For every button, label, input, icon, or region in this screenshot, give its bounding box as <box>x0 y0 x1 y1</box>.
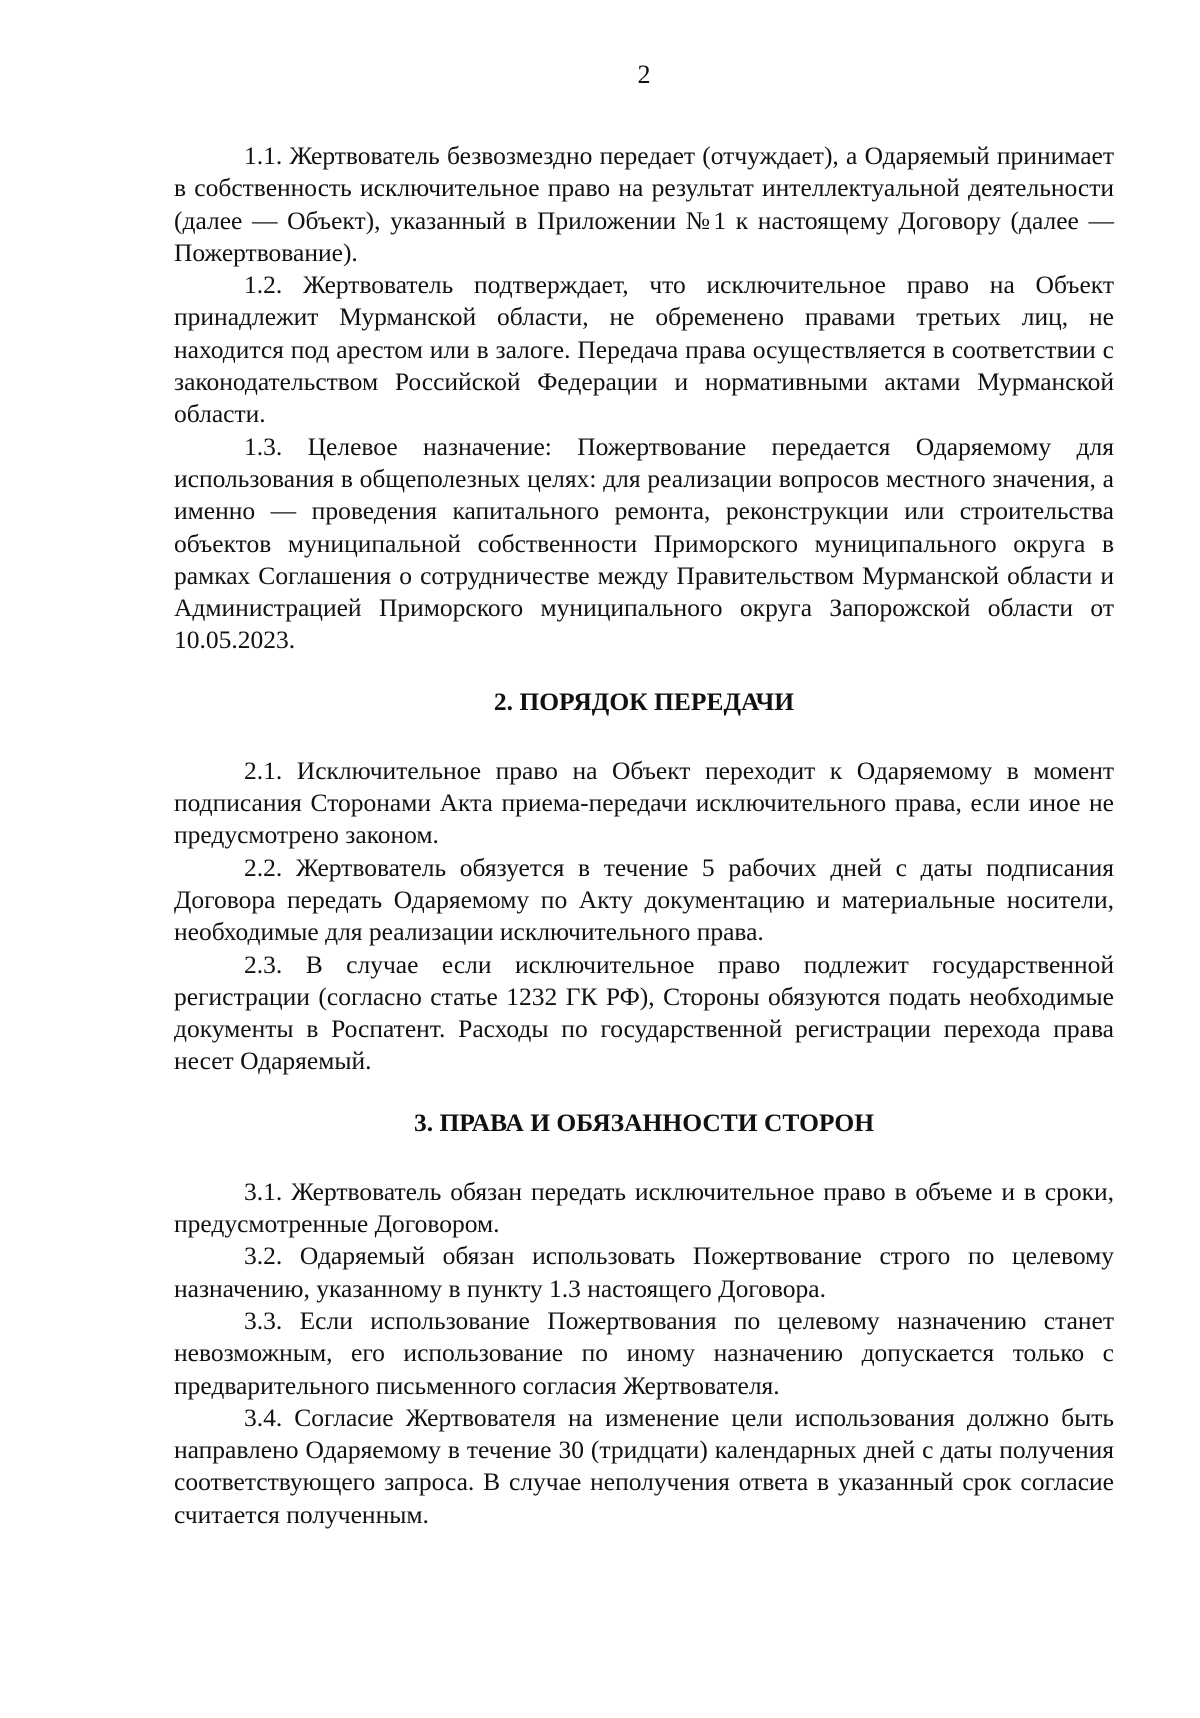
clause-3-2: 3.2. Одаряемый обязан использовать Пожертвование строго по целевому назначению, указанному в пункту 1.3 настоящего Договора. <box>174 1241 1114 1303</box>
clause-3-3: 3.3. Если использование Пожертвования по целевому назначению станет невозможным, его использование по иному назначению допускается только с предварительного письменного согласия Жертвователя. <box>174 1305 1114 1400</box>
clause-2-1: 2.1. Исключительное право на Объект переходит к Одаряемому в момент подписания Сторонами Акта приема-передачи исключительного права, если иное не предусмотрено законом. <box>174 755 1114 850</box>
page-number: 2 <box>637 60 651 89</box>
clause-1-2: 1.2. Жертвователь подтверждает, что исключительное право на Объект принадлежит Мурманской области, не обременено правами третьих лиц, не находится под арестом или в залоге. Передача права осуществляется в соответствии с законодательством Российской Федерации и нормативными актами Мурманской области. <box>174 270 1114 429</box>
clause-3-1: 3.1. Жертвователь обязан передать исключительное право в объеме и в сроки, предусмотренные Договором. <box>174 1176 1114 1239</box>
section-3-heading: 3. ПРАВА И ОБЯЗАННОСТИ СТОРОН <box>413 1107 875 1137</box>
clause-2-2: 2.2. Жертвователь обязуется в течение 5 рабочих дней с даты подписания Договора передать Одаряемому по Акту документацию и материальные носители, необходимые для реализации исключительного права. <box>174 852 1114 947</box>
document-page <box>174 60 1114 1531</box>
clause-2-3: 2.3. В случае если исключительное право подлежит государственной регистрации (согласно статье 1232 ГК РФ), Стороны обязуются подать необходимые документы в Роспатент. Расходы по государственной регистрации перехода права несет Одаряемый. <box>174 949 1114 1076</box>
clause-1-1: 1.1. Жертвователь безвозмездно передает (отчуждает), а Одаряемый принимает в собственность исключительное право на результат интеллектуальной деятельности (далее — Объект), указанный в Приложении №1 к настоящему Договору (далее — Пожертвование). <box>174 141 1114 267</box>
clause-1-3: 1.3. Целевое назначение: Пожертвование передается Одаряемому для использования в общеполезных целях: для реализации вопросов местного значения, а именно — проведения капитального ремонта, реконструкции или строительства объектов муниципальной собственности Приморского муниципального округа в рамках Соглашения о сотрудничестве между Правительством Мурманской области и Администрацией Приморского муниципального округа Запорожской области от 10.05.2023. <box>174 431 1114 655</box>
section-2-heading: 2. ПОРЯДОК ПЕРЕДАЧИ <box>493 686 795 716</box>
clause-3-4: 3.4. Согласие Жертвователя на изменение цели использования должно быть направлено Одаряемому в течение 30 (тридцати) календарных дней с даты получения соответствующего запроса. В случае неполучения ответа в указанный срок согласие считается полученным. <box>174 1402 1114 1529</box>
